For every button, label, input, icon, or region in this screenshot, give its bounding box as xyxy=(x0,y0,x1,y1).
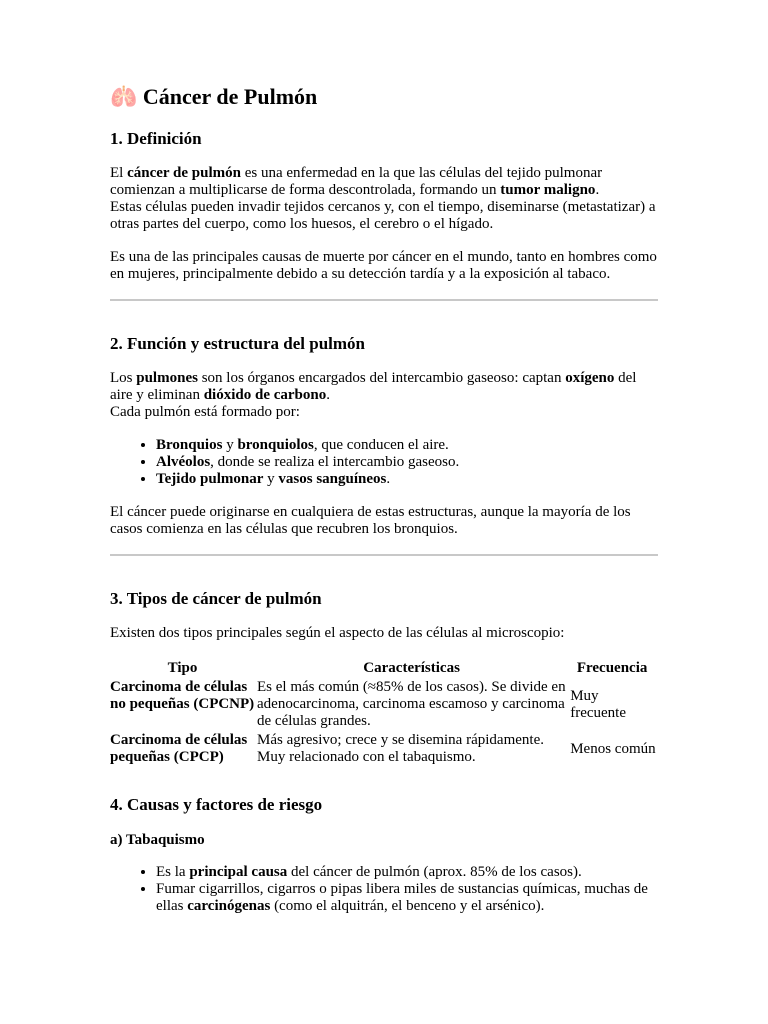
text-run: . xyxy=(386,471,391,487)
text-run: . xyxy=(595,182,600,198)
funcion-paragraph-1 xyxy=(110,370,658,421)
bold-text: vasos sanguíneos xyxy=(278,471,387,487)
text-run: Es la xyxy=(156,864,190,880)
table-row xyxy=(110,732,656,766)
bold-text: carcinógenas xyxy=(187,898,271,914)
definicion-paragraph-2: Es una de las principales causas de muerte por cáncer en el mundo, tanto en hombres como en mujeres, principalmente debido a su detección tardía y a la exposición al tabaco. xyxy=(110,249,657,282)
list-item xyxy=(156,864,658,881)
section-heading-definicion: 1. Definición xyxy=(110,129,202,148)
table-row xyxy=(110,679,656,730)
estructura-list xyxy=(110,437,658,488)
list-item xyxy=(156,437,658,454)
list-item xyxy=(156,454,658,471)
text-run: (como el alquitrán, el benceno y el arsénico). xyxy=(270,898,545,914)
section-heading-funcion: 2. Función y estructura del pulmón xyxy=(110,334,366,353)
text-run: Cada pulmón está formado por: xyxy=(110,404,300,420)
text-run: es una enfermedad en la que las células del tejido pulmonar comienzan a multiplicarse de forma descontrolada, formando un xyxy=(110,165,603,198)
text-run: Los xyxy=(110,370,137,386)
text-run: y xyxy=(263,471,279,487)
column-header-tipo: Tipo xyxy=(167,660,198,676)
table-cell-caracteristicas: Más agresivo; crece y se disemina rápidamente. Muy relacionado con el tabaquismo. xyxy=(257,732,544,765)
table-cell-caracteristicas: Es el más común (≈85% de los casos). Se divide en adenocarcinoma, carcinoma escamoso y carcinoma de células grandes. xyxy=(257,679,566,729)
bold-text: Alvéolos xyxy=(156,454,211,470)
subsection-heading-tabaquismo: a) Tabaquismo xyxy=(110,832,205,848)
bold-text: oxígeno xyxy=(565,370,615,386)
bold-text: dióxido de carbono xyxy=(203,387,327,403)
text-run: son los órganos encargados del intercambio gaseoso: captan xyxy=(197,370,566,386)
text-run: y xyxy=(222,437,238,453)
section-heading-causas: 4. Causas y factores de riesgo xyxy=(110,795,323,814)
text-run: , que conducen el aire. xyxy=(313,437,449,453)
text-run: del aire y eliminan xyxy=(110,370,637,403)
tipos-intro: Existen dos tipos principales según el aspecto de las células al microscopio: xyxy=(110,625,565,641)
table-cell-tipo: Carcinoma de células no pequeñas (CPCNP) xyxy=(110,679,255,712)
bold-text: bronquiolos xyxy=(237,437,314,453)
column-header-frecuencia: Frecuencia xyxy=(576,660,648,676)
tipos-table xyxy=(108,658,658,768)
document-content xyxy=(110,82,658,931)
section-divider xyxy=(110,299,658,301)
tabaquismo-list xyxy=(110,864,658,915)
page-title: 🫁 Cáncer de Pulmón xyxy=(110,84,318,109)
section-heading-tipos: 3. Tipos de cáncer de pulmón xyxy=(110,589,322,608)
bold-text: principal causa xyxy=(189,864,288,880)
text-run: , donde se realiza el intercambio gaseoso. xyxy=(210,454,460,470)
bold-text: Bronquios xyxy=(156,437,223,453)
table-header-row xyxy=(110,660,656,677)
funcion-paragraph-2: El cáncer puede originarse en cualquiera de estas estructuras, aunque la mayoría de los casos comienza en las células que recubren los bronquios. xyxy=(110,504,631,537)
bold-text: pulmones xyxy=(136,370,198,386)
bold-text: Tejido pulmonar xyxy=(156,471,264,487)
text-run: Fumar cigarrillos, cigarros o pipas libera miles de sustancias químicas, muchas de ellas xyxy=(156,881,648,914)
list-item xyxy=(156,471,658,488)
table-cell-frecuencia: Menos común xyxy=(570,740,656,757)
bold-text: tumor maligno xyxy=(500,182,596,198)
text-run: Estas células pueden invadir tejidos cercanos y, con el tiempo, diseminarse (metastatizar) a otras partes del cuerpo, como los huesos, el cerebro o el hígado. xyxy=(110,199,656,232)
table-cell-tipo: Carcinoma de células pequeñas (CPCP) xyxy=(110,732,248,765)
section-divider xyxy=(110,554,658,556)
column-header-caracteristicas: Características xyxy=(363,660,460,676)
bold-text: cáncer de pulmón xyxy=(127,165,241,181)
list-item xyxy=(156,881,658,915)
definicion-paragraph-1 xyxy=(110,165,658,233)
text-run: . xyxy=(326,387,330,403)
text-run: del cáncer de pulmón (aprox. 85% de los casos). xyxy=(287,864,582,880)
table-cell-frecuencia: Muy frecuente xyxy=(570,687,627,721)
text-run: El xyxy=(110,165,128,181)
